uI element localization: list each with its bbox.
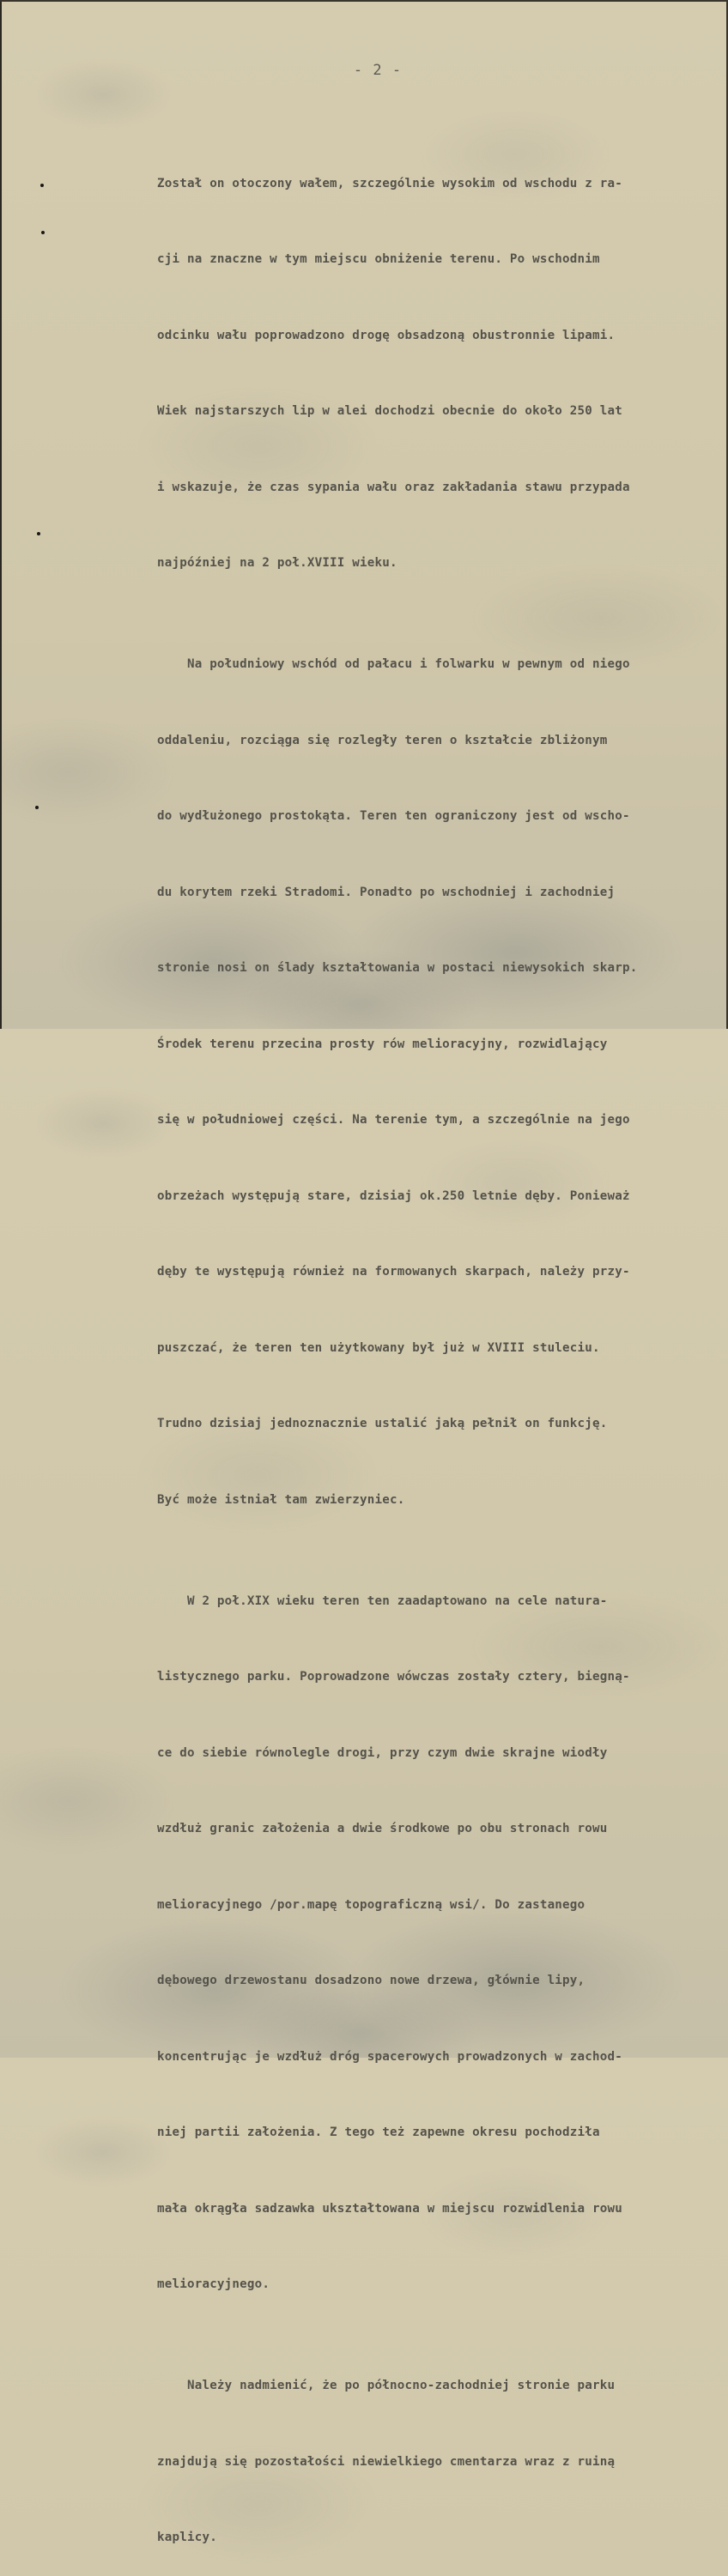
text-line: wzdłuż granic założenia a dwie środkowe po obu stronach rowu	[157, 1822, 608, 1835]
margin-dot	[37, 532, 40, 535]
scan-edge-top	[0, 0, 728, 2]
text-line: znajdują się pozostałości niewielkiego cmentarza wraz z ruiną	[157, 2454, 616, 2469]
text-line: Środek terenu przecina prosty rów melioracyjny, rozwidlający	[157, 1037, 608, 1051]
text-line: mała okrągła sadzawka ukształtowana w miejscu rozwidlenia rowu	[157, 2201, 622, 2216]
text-line: Został on otoczony wałem, szczególnie wysokim od wschodu z ra-	[157, 176, 622, 190]
text-line: stronie nosi on ślady kształtowania w postaci niewysokich skarp.	[157, 961, 638, 975]
margin-dot	[35, 806, 39, 809]
text-line: i wskazuje, że czas sypania wału oraz zakładania stawu przypada	[157, 480, 630, 494]
text-line: W 2 poł.XIX wieku teren ten zaadaptowano na cele natura-	[157, 1593, 608, 1608]
text-line: du korytem rzeki Stradomi. Ponadto po wschodniej i zachodniej	[157, 885, 616, 899]
text-line: ce do siebie równolegle drogi, przy czym dwie skrajne wiodły	[157, 1745, 608, 1760]
scan-edge-left	[0, 0, 2, 1029]
margin-dot	[41, 231, 45, 234]
text-line: dębowego drzewostanu dosadzono nowe drzewa, głównie lipy,	[157, 1974, 585, 1987]
text-line: melioracyjnego.	[157, 2277, 270, 2291]
text-line: niej partii założenia. Z tego też zapewne okresu pochodziła	[157, 2126, 600, 2139]
document-body	[157, 95, 728, 2576]
text-line: cji na znaczne w tym miejscu obniżenie terenu. Po wschodnim	[157, 252, 600, 266]
text-line: puszczać, że teren ten użytkowany był już w XVIII stuleciu.	[157, 1340, 600, 1355]
text-line: się w południowej części. Na terenie tym, a szczególnie na jego	[157, 1113, 630, 1127]
text-line: obrzeżach występują stare, dzisiaj ok.250 letnie dęby. Ponieważ	[157, 1188, 630, 1203]
text-line: Należy nadmienić, że po północno-zachodniej stronie parku	[157, 2379, 616, 2392]
text-line: oddaleniu, rozciąga się rozległy teren o kształcie zbliżonym	[157, 733, 608, 747]
text-line: odcinku wału poprowadzono drogę obsadzoną obustronnie lipami.	[157, 328, 616, 342]
text-line: listycznego parku. Poprowadzone wówczas zostały cztery, biegną-	[157, 1670, 630, 1684]
text-line: kaplicy.	[157, 2531, 217, 2544]
page-number: - 2 -	[353, 62, 403, 79]
text-line: Wiek najstarszych lip w alei dochodzi obecnie do około 250 lat	[157, 404, 622, 418]
text-line: Na południowy wschód od pałacu i folwarku w pewnym od niego	[157, 657, 630, 671]
margin-dot	[40, 184, 44, 187]
text-line: dęby te występują również na formowanych skarpach, należy przy-	[157, 1265, 630, 1279]
text-line: najpóźniej na 2 poł.XVIII wieku.	[157, 556, 397, 570]
text-line: koncentrując je wzdłuż dróg spacerowych prowadzonych w zachod-	[157, 2049, 622, 2064]
text-line: do wydłużonego prostokąta. Teren ten ograniczony jest od wscho-	[157, 809, 630, 823]
text-line: Być może istniał tam zwierzyniec.	[157, 1492, 405, 1507]
text-line: Trudno dzisiaj jednoznacznie ustalić jaką pełnił on funkcję.	[157, 1417, 608, 1430]
text-line: melioracyjnego /por.mapę topograficzną wsi/. Do zastanego	[157, 1897, 585, 1912]
